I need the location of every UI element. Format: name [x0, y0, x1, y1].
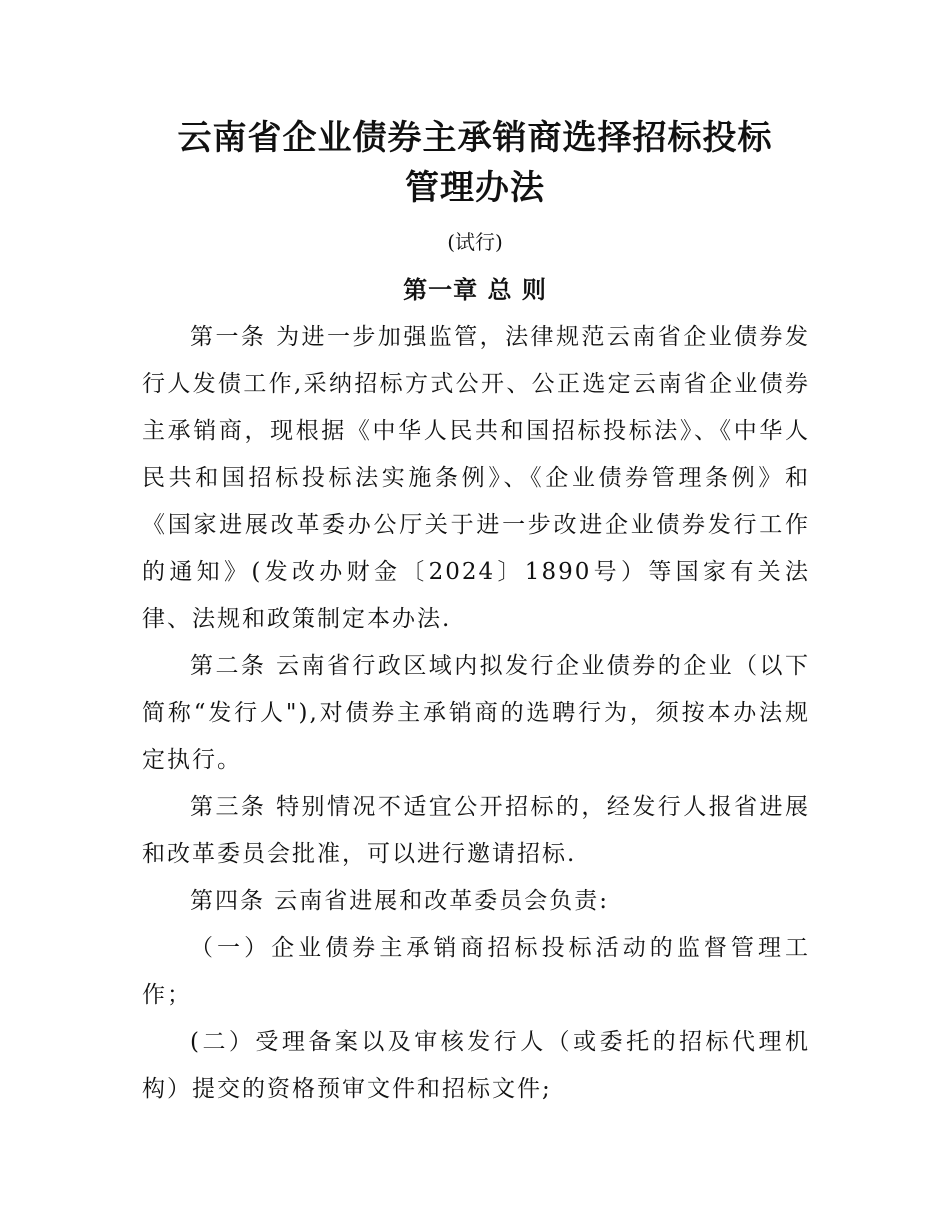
chapter-heading: 第一章 总 则 [403, 275, 547, 304]
document-body [142, 314, 810, 1113]
article-2-paragraph: 第二条 云南省行政区域内拟发行企业债券的企业（以下简称“发行人"),对债券主承销商的选聘行为，须按本办法规定执行。 [142, 653, 810, 773]
article-4-item-1: （一）企业债券主承销商招标投标活动的监督管理工作； [142, 935, 810, 1008]
document-title-line-2: 管理办法 [405, 168, 545, 208]
article-4-item-2: (二）受理备案以及审核发行人（或委托的招标代理机构）提交的资格预审文件和招标文件; [142, 1029, 810, 1102]
article-1-paragraph: 第一条 为进一步加强监管，法律规范云南省企业债券发行人发债工作,采纳招标方式公开、公正选定云南省企业债券主承销商，现根据《中华人民共和国招标投标法》、《中华人民共和国招标投标法实施条例》、《企业债券管理条例》和《国家进展改革委办公厅关于进一步改进企业债券发行工作的通知》(发改办财金〔2024〕1890号）等国家有关法律、法规和政策制定本办法. [142, 324, 810, 632]
article-4-paragraph: 第四条 云南省进展和改革委员会负责: [190, 888, 610, 914]
article-3-paragraph: 第三条 特别情况不适宜公开招标的，经发行人报省进展和改革委员会批准，可以进行邀请招标. [142, 794, 810, 867]
document-title-line-1: 云南省企业债券主承销商选择招标投标 [177, 118, 773, 158]
document-subtitle: (试行) [447, 230, 503, 254]
